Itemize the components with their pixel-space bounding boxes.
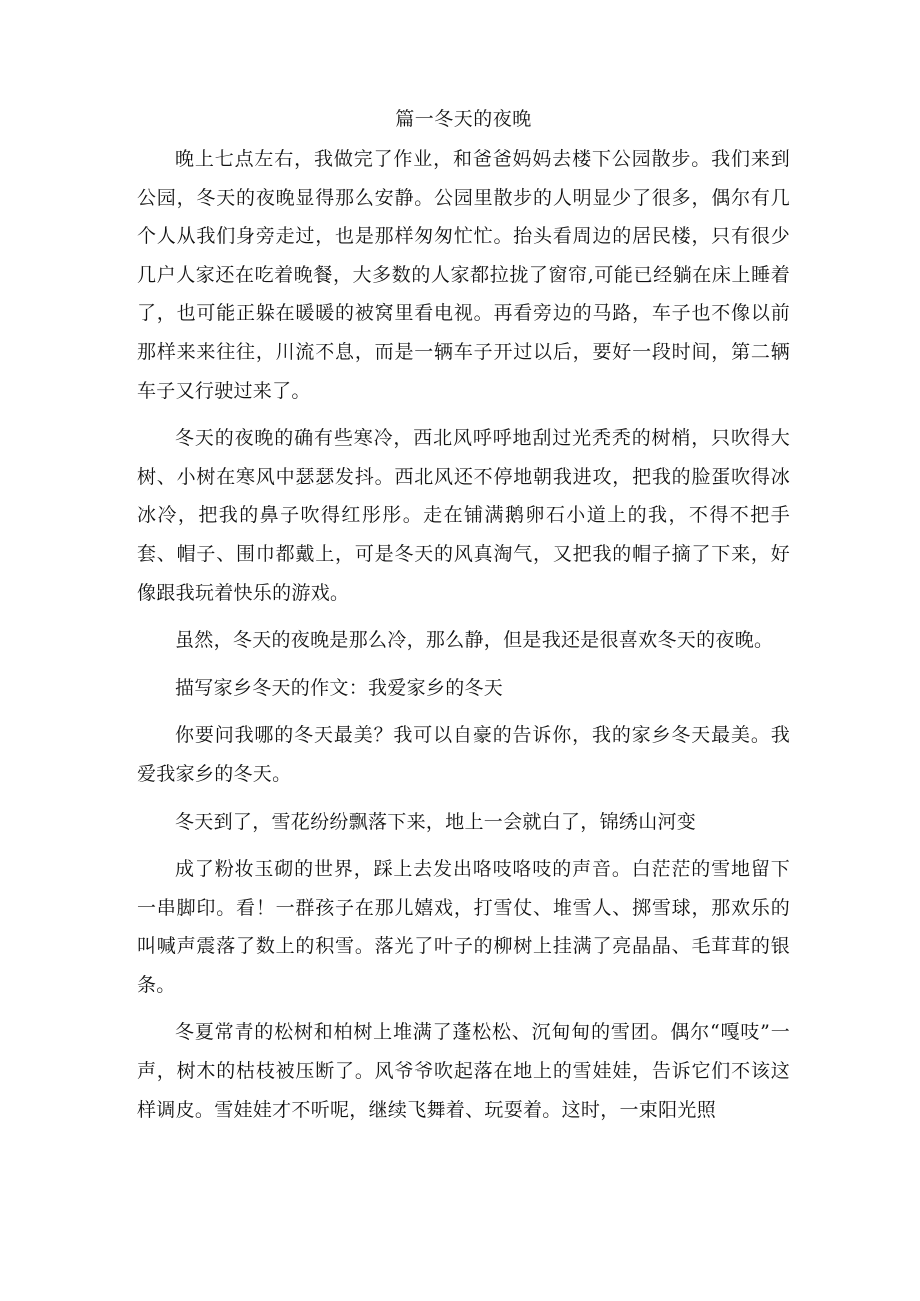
document-title: 篇一冬天的夜晚: [395, 108, 532, 130]
section-heading: 描写家乡冬天的作文：我爱家乡的冬天: [175, 676, 504, 699]
paragraph-7: 成了粉妆玉砌的世界，踩上去发出咯吱咯吱的声音。白茫茫的雪地留下一串脚印。看！一群孩子在那儿嬉戏，打雪仗、堆雪人、掷雪球，那欢乐的叫喊声震落了数上的积雪。落光了叶子的柳树上挂满了亮晶晶、毛茸茸的银条。: [137, 858, 790, 996]
document-page: [137, 104, 790, 1138]
paragraph-1: 晚上七点左右，我做完了作业，和爸爸妈妈去楼下公园散步。我们来到公园，冬天的夜晚显得那么安静。公园里散步的人明显少了很多，偶尔有几个人从我们身旁走过，也是那样匆匆忙忙。抬头看周边的居民楼，只有很少几户人家还在吃着晚餐，大多数的人家都拉拢了窗帘,可能已经躺在床上睡着了，也可能正躲在暖暖的被窝里看电视。再看旁边的马路，车子也不像以前那样来来往往，川流不息，而是一辆车子开过以后，要好一段时间，第二辆车子又行驶过来了。: [137, 148, 790, 402]
paragraph-3: 虽然，冬天的夜晚是那么冷，那么静，但是我还是很喜欢冬天的夜晚。: [175, 629, 774, 652]
paragraph-5: 你要问我哪的冬天最美？我可以自豪的告诉你，我的家乡冬天最美。我爱我家乡的冬天。: [137, 724, 790, 785]
paragraph-8: 冬夏常青的松树和柏树上堆满了蓬松松、沉甸甸的雪团。偶尔“嘎吱”一声，树木的枯枝被压断了。风爷爷吹起落在地上的雪娃娃，告诉它们不该这样调皮。雪娃娃才不听呢，继续飞舞着、玩耍着。这时，一束阳光照: [137, 1021, 790, 1121]
paragraph-6: 冬天到了，雪花纷纷飘落下来，地上一会就白了，锦绣山河变: [175, 810, 697, 833]
paragraph-2: 冬天的夜晚的确有些寒冷，西北风呼呼地刮过光秃秃的树梢，只吹得大树、小树在寒风中瑟瑟发抖。西北风还不停地朝我进攻，把我的脸蛋吹得冰冰冷，把我的鼻子吹得红彤彤。走在铺满鹅卵石小道上的我，不得不把手套、帽子、围巾都戴上，可是冬天的风真淘气，又把我的帽子摘了下来，好像跟我玩着快乐的游戏。: [137, 427, 790, 604]
